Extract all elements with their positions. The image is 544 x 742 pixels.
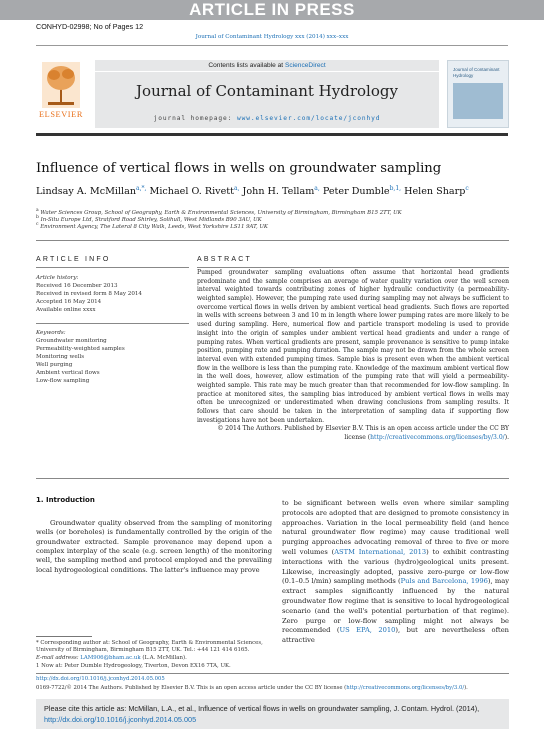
intro-text: ) to exhibit contrasting interactions with the various (hydro)geological units present. Likewise, increasingly adopted, passive zero-purge or low-flow (0.1–0.5 l/min) sampling methods ( bbox=[282, 547, 509, 586]
elsevier-tree-icon bbox=[42, 62, 80, 108]
abstract-body bbox=[197, 269, 509, 443]
history-item: Received in revised form 8 May 2014 bbox=[36, 291, 142, 297]
history-item: Received 16 December 2013 bbox=[36, 283, 118, 289]
author-name: Lindsay A. McMillan bbox=[36, 186, 137, 198]
author-marker[interactable]: a,*, bbox=[136, 185, 147, 192]
citation-link[interactable]: ASTM International, 2013 bbox=[334, 547, 427, 556]
intro-text: to be significant between wells even where similar sampling protocols are adopted that are designed to promote consistency in approaches. Variation in the local permeability field (and hence natural groundwater flow regime) may cause traditional well purging approaches advocating removal of three to five or more well volumes ( bbox=[282, 499, 509, 556]
keywords-label: Keywords: bbox=[36, 330, 66, 336]
author-note-footnote: 1 Now at: Peter Dumble Hydrogeology, Tiverton, Devon EX16 7TA, UK. bbox=[36, 663, 231, 669]
author-name: Michael O. Rivett bbox=[149, 186, 234, 198]
elsevier-logo bbox=[36, 60, 86, 126]
article-title: Influence of vertical flows in wells on groundwater sampling bbox=[36, 161, 442, 176]
keyword: Permeability-weighted samples bbox=[36, 346, 125, 352]
author-marker[interactable]: a, bbox=[314, 185, 320, 192]
author-list bbox=[36, 185, 469, 197]
page-info: CONHYD-02998; No of Pages 12 bbox=[36, 22, 144, 31]
author-marker[interactable]: b,1, bbox=[389, 185, 402, 192]
keyword: Well purging bbox=[36, 362, 73, 368]
article-in-press-banner: ARTICLE IN PRESS bbox=[0, 0, 544, 20]
author-marker[interactable]: a, bbox=[233, 185, 240, 192]
affiliation-text: Water Sciences Group, School of Geography, Earth & Environmental Sciences, University of Birmingham, Birmingham B15 2TT, UK bbox=[40, 209, 402, 216]
license-prefix: license ( bbox=[344, 434, 371, 442]
header-divider bbox=[36, 45, 508, 46]
elsevier-wordmark: ELSEVIER bbox=[39, 110, 83, 119]
license-link[interactable]: http://creativecommons.org/licenses/by/3.0/ bbox=[370, 434, 505, 442]
keywords bbox=[36, 329, 191, 385]
info-divider-top bbox=[36, 240, 509, 241]
running-head-text[interactable]: Journal of Contaminant Hydrology xxx (2014) xxx–xxx bbox=[195, 34, 349, 40]
intro-paragraph: Groundwater quality observed from the sampling of monitoring wells (or boreholes) is fundamentally controlled by the origin of the groundwater extracted. Sample provenance may depend upon a complex interplay of the scale (e.g. screen length) of the monitoring well, the sampling method and protocol employed and the prevailing local hydrogeological conditions. The latter's influence may prove bbox=[36, 519, 272, 574]
affiliation-text: In-Situ Europe Ltd, Stratford Road Shirley, Solihull, West Midlands B90 3AU, UK bbox=[40, 216, 262, 223]
history-label: Article history: bbox=[36, 275, 79, 281]
section-heading: 1. Introduction bbox=[36, 496, 95, 504]
doi-link[interactable]: http://dx.doi.org/10.1016/j.jconhyd.2014.05.005 bbox=[36, 676, 165, 682]
cite-doi-link[interactable]: http://dx.doi.org/10.1016/j.jconhyd.2014.05.005 bbox=[44, 715, 197, 724]
journal-homepage bbox=[95, 115, 439, 122]
affiliation bbox=[36, 222, 268, 230]
email-link[interactable]: LAM906@bham.ac.uk bbox=[80, 655, 141, 661]
contents-line bbox=[95, 60, 439, 71]
journal-cover-thumbnail bbox=[447, 60, 509, 128]
issn-license-link[interactable]: http://creativecommons.org/licenses/by/3.0/ bbox=[346, 685, 465, 691]
email-label: E-mail address: bbox=[36, 655, 79, 661]
keyword: Ambient vertical flows bbox=[36, 370, 100, 376]
body-column-left bbox=[36, 519, 272, 575]
cover-title: Journal of Contaminant Hydrology bbox=[453, 67, 500, 78]
masthead-rule bbox=[36, 133, 508, 136]
affiliation-marker: b bbox=[36, 215, 39, 220]
article-history bbox=[36, 274, 191, 314]
sciencedirect-link[interactable]: ScienceDirect bbox=[284, 62, 326, 69]
body-column-right bbox=[282, 499, 509, 646]
author-name: Peter Dumble bbox=[322, 186, 390, 198]
article-info-heading: ARTICLE INFO bbox=[36, 256, 111, 263]
affiliation-marker: a bbox=[36, 208, 39, 213]
footer-rule bbox=[36, 673, 509, 674]
intro-text: ), but are nevertheless often attractive bbox=[282, 626, 509, 645]
contents-prefix: Contents lists available at bbox=[208, 62, 284, 69]
author-name: John H. Tellam bbox=[242, 186, 315, 198]
doi-line bbox=[36, 676, 165, 682]
keyword: Monitoring wells bbox=[36, 354, 85, 360]
email-suffix: (L.A. McMillan). bbox=[142, 655, 187, 661]
abstract-heading-rule bbox=[197, 267, 509, 268]
cite-text: Please cite this article as: McMillan, L.A., et al., Influence of vertical flows in wells on groundwater sampling, J. Contam. Hydrol. (2014), bbox=[44, 704, 480, 713]
affiliation-marker: c bbox=[36, 222, 39, 227]
citation-box bbox=[36, 699, 509, 729]
homepage-label: journal homepage: bbox=[153, 115, 233, 122]
author-marker[interactable]: c bbox=[465, 185, 469, 192]
history-item: Accepted 16 May 2014 bbox=[36, 299, 102, 305]
issn-license-line bbox=[36, 685, 468, 691]
citation-link[interactable]: US EPA, 2010 bbox=[339, 626, 396, 635]
running-head[interactable] bbox=[0, 34, 544, 40]
citation-link[interactable]: Puls and Barcelona, 1996 bbox=[400, 577, 488, 586]
keyword: Groundwater monitoring bbox=[36, 338, 107, 344]
body-divider bbox=[36, 478, 509, 479]
intro-text: ), may extract samples significantly influenced by the natural groundwater flow regime that is sensitive to local hydrogeological scenario (and the well's potential perturbation of that regime). Zero purge or low-flow sampling might not always be recommended ( bbox=[282, 577, 509, 635]
footnote-rule bbox=[36, 636, 92, 637]
issn-suffix: ). bbox=[464, 685, 468, 691]
info-heading-rule bbox=[36, 267, 189, 268]
corresponding-footnote: * Corresponding author at: School of Geography, Earth & Environmental Sciences, University of Birmingham, Birmingham B15 2TT, UK. Tel.: +44 121 414 6165. bbox=[36, 640, 263, 654]
author-name: Helen Sharp bbox=[404, 186, 466, 198]
homepage-url[interactable]: www.elsevier.com/locate/jconhyd bbox=[236, 115, 381, 122]
abstract-text: Pumped groundwater sampling evaluations often assume that horizontal head gradients predominate and the sample comprises an average of water quality variation over the well screen interval weighted towards contributing zones of higher hydraulic conductivity (a permeability-weighted sample). However, the pumping rate used during sampling may not always be sufficient to overcome vertical flows in wells driven by ambient vertical head gradients. Such flows are reported in wells with screens between 3 and 10 m in length where lower pumping rates are more likely to be used during sampling. Here, numerical flow and particle transport modeling is used to provide insight into the origin of samples under ambient vertical head gradients and under a range of pumping rates. When vertical gradients are present, sample provenance is sensitive to pump intake position, pumping rate and pumping duration. The sample may not be drawn from the whole screen interval even with extended pumping times. Sample bias is present even when the ambient vertical flow in the wellbore is less than the pumping rate. Knowledge of the maximum ambient vertical flow in the well does, however, allow estimation of the pumping rate that will yield a permeability-weighted sample. This rate may be much greater than that recommended for low-flow sampling. In practice at monitored sites, the sampling bias introduced by ambient vertical flows in wells may often be unrecognized or underestimated when drawing conclusions from sampling results. It follows that care should be taken in the interpretation of sampling data if supporting flow investigations have not been undertaken. bbox=[197, 269, 509, 424]
abstract-copyright bbox=[197, 425, 509, 442]
affiliation-text: Environment Agency, The Lateral 8 City Walk, Leeds, West Yorkshire LS11 9AT, UK bbox=[40, 223, 268, 230]
cover-artwork bbox=[453, 83, 503, 119]
keyword: Low-flow sampling bbox=[36, 378, 90, 384]
journal-title: Journal of Contaminant Hydrology bbox=[136, 82, 398, 100]
info-separator bbox=[36, 323, 189, 324]
copyright-text: © 2014 The Authors. Published by Elsevier B.V. This is an open access article under the CC BY bbox=[217, 425, 509, 433]
email-footnote bbox=[36, 655, 272, 662]
issn-text: 0169-7722/© 2014 The Authors. Published by Elsevier B.V. This is an open access article under the CC BY license ( bbox=[36, 685, 347, 691]
license-suffix: ). bbox=[504, 434, 509, 442]
abstract-heading: ABSTRACT bbox=[197, 256, 252, 263]
history-item: Available online xxxx bbox=[36, 307, 96, 313]
